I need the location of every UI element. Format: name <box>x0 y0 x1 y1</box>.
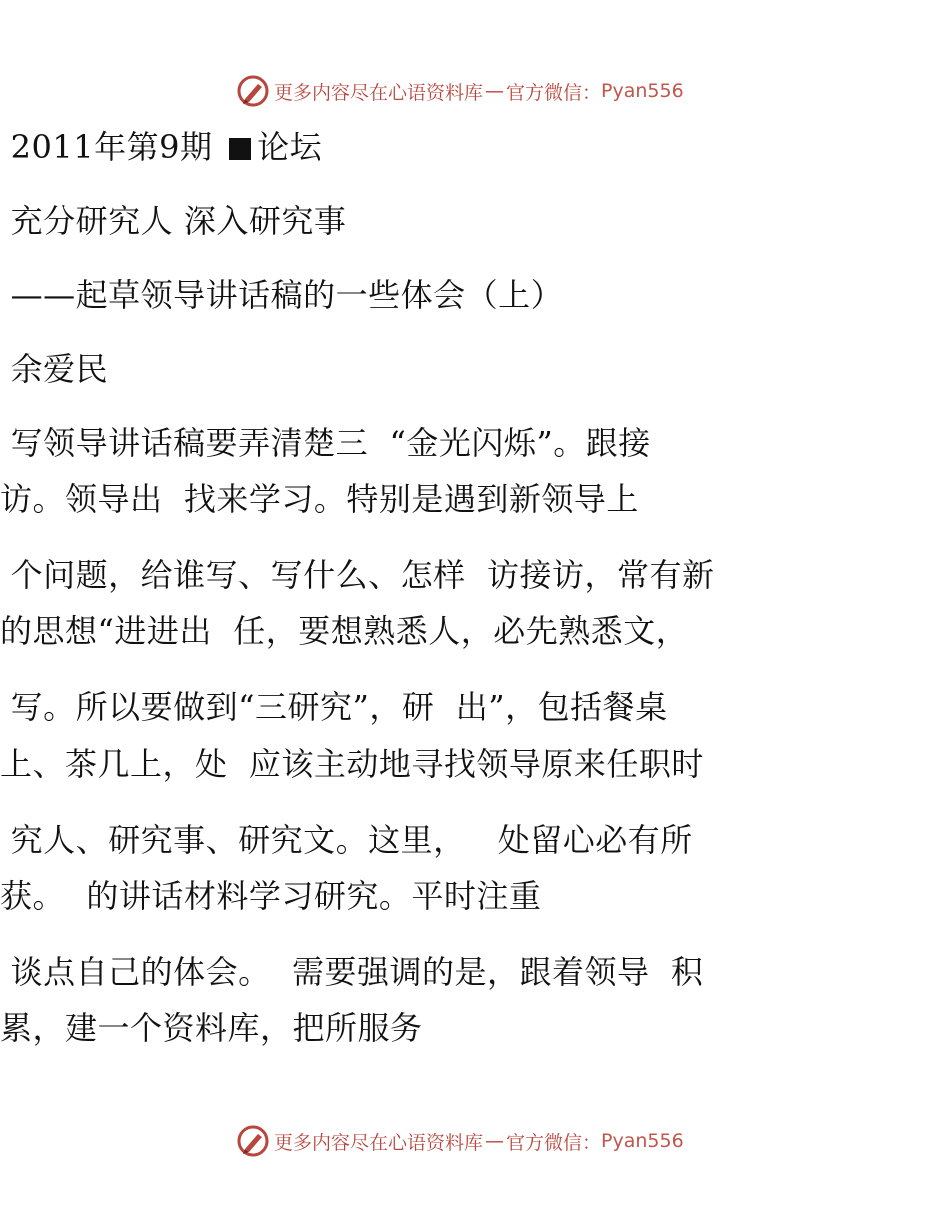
watermark-text: 更多内容尽在心语资料库 <box>274 81 484 104</box>
issue-label: 2011年第9期 <box>10 128 213 166</box>
article-subtitle: ——起草领导讲话稿的一些体会（上） <box>10 276 564 314</box>
body-line: 获。 的讲话材料学习研究。平时注重 <box>0 877 542 915</box>
body-line: 累，建一个资料库，把所服务 <box>0 1009 423 1047</box>
watermark-separator: — <box>485 1130 505 1152</box>
issue-header <box>0 127 950 167</box>
watermark-banner-bottom <box>236 1124 684 1158</box>
watermark-wechat-id: Pyan556 <box>601 1130 684 1152</box>
section-label: 论坛 <box>257 128 323 166</box>
watermark-wechat-id: Pyan556 <box>601 80 684 102</box>
body-line: 谈点自己的体会。 需要强调的是，跟着领导 积 <box>0 953 704 991</box>
watermark-label: 官方微信： <box>506 81 602 104</box>
body-line: 的思想“进进出 任，要想熟悉人，必先熟悉文， <box>0 612 689 650</box>
body-line: 写领导讲话稿要弄清楚三 “金光闪烁”。跟接 <box>0 424 651 462</box>
watermark-banner-top <box>236 74 684 108</box>
pen-logo-icon <box>236 1124 270 1158</box>
watermark-label: 官方微信： <box>506 1131 602 1154</box>
body-line: 究人、研究事、研究文。这里， 处留心必有所 <box>0 821 693 859</box>
body-line: 上、茶几上，处 应该主动地寻找领导原来任职时 <box>0 745 704 783</box>
black-square-icon <box>229 138 251 160</box>
article-author: 余爱民 <box>10 350 109 388</box>
body-line: 写。所以要做到“三研究”，研 出”，包括餐桌 <box>0 688 668 726</box>
body-line: 访。领导出 找来学习。特别是遇到新领导上 <box>0 480 639 518</box>
watermark-text: 更多内容尽在心语资料库 <box>274 1131 484 1154</box>
article-title: 充分研究人 深入研究事 <box>10 202 347 240</box>
body-line: 个问题，给谁写、写什么、怎样 访接访，常有新 <box>0 556 715 594</box>
pen-logo-icon <box>236 74 270 108</box>
watermark-separator: — <box>485 80 505 102</box>
